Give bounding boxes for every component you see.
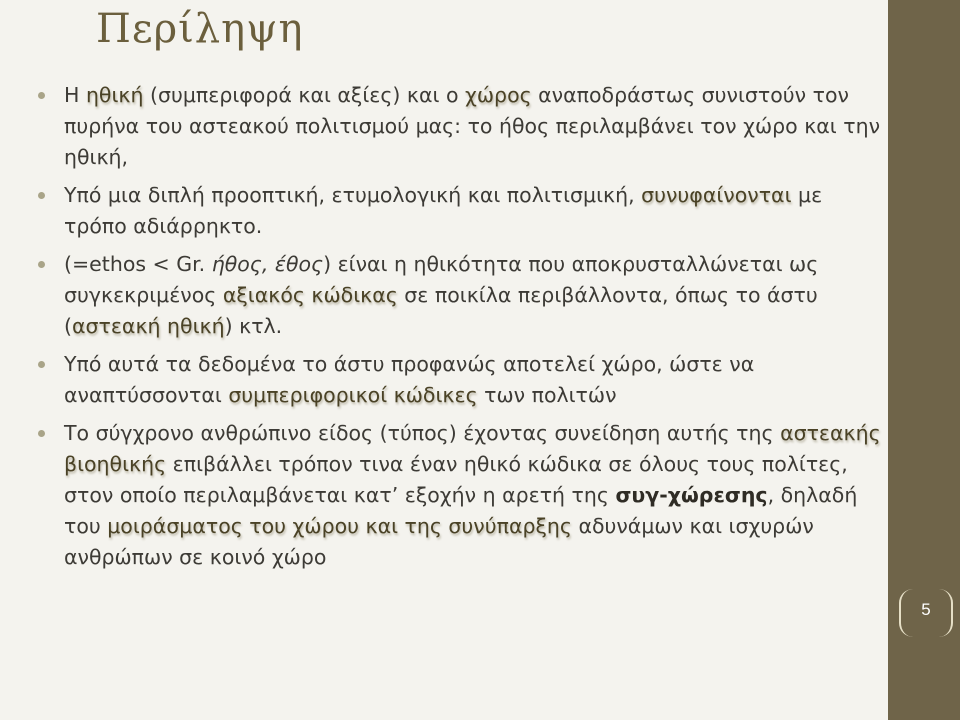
bullet-list [36,80,888,580]
highlighted-term: αξιακός κώδικας [222,283,398,307]
highlighted-term: μοιράσματος του χώρου και της συνύπαρξης [107,514,572,538]
bullet-dot-icon [38,361,45,368]
highlighted-term: συνυφαίνονται [641,183,792,207]
text-segment: αναποδράστως συνιστούν τον πυρήνα του αστεακού πολιτισμού μας: το ήθος περιλαμβάνει τον χώρο και την ηθική, [64,83,881,169]
text-segment: (συμπεριφορά και αξίες) και ο [143,83,466,107]
text-segment: ) είναι η ηθικότητα που αποκρυσταλλώνεται ως συγκεκριμένος [64,252,819,307]
text-segment: επιβάλλει τρόπον τινα έναν ηθικό κώδικα σε όλους τους πολίτες, στον οποίο περιλαμβάνεται κατ’ εξοχήν η αρετή της [64,452,848,507]
text-segment: Το σύγχρονο ανθρώπινο είδος (τύπος) έχοντας συνείδηση αυτής της [64,421,781,445]
highlighted-term: αστεακής βιοηθικής [64,421,881,476]
bullet-dot-icon [38,261,45,268]
text-segment: Υπό αυτά τα δεδομένα το άστυ προφανώς αποτελεί χώρο, ώστε να αναπτύσσονται [64,352,755,407]
bullet-dot-icon [38,92,45,99]
page-number-badge [899,589,953,637]
highlighted-term: ηθική [85,83,144,107]
text-segment: με τρόπο αδιάρρηκτο. [64,183,823,238]
text-segment: αδυνάμων και ισχυρών ανθρώπων σε κοινό χώρο [64,514,814,569]
italic-term: ήθος, έθος [211,252,324,276]
highlighted-term: αστεακή ηθική [72,314,225,338]
page-number: 5 [921,600,931,619]
bullet-item [36,80,888,173]
bullet-item [36,249,888,342]
bullet-item [36,418,888,573]
highlighted-term: χώρος [465,83,532,107]
bullet-item [36,349,888,411]
highlighted-term: συμπεριφορικοί κώδικες [228,383,478,407]
bullet-dot-icon [38,192,45,199]
bullet-dot-icon [38,430,45,437]
text-segment: (=ethos < Gr. [64,252,212,276]
text-segment: , δηλαδή του [64,483,858,538]
slide-title: Περίληψη [96,6,304,52]
text-segment: σε ποικίλα περιβάλλοντα, όπως το άστυ ( [64,283,818,338]
text-segment: των πολιτών [477,383,617,407]
text-segment: Υπό μια διπλή προοπτική, ετυμολογική και πολιτισμική, [64,183,642,207]
text-segment: Η [64,83,86,107]
bold-term: συγ-χώρεσης [615,483,768,507]
text-segment: ) κτλ. [224,314,283,338]
bullet-item [36,180,888,242]
